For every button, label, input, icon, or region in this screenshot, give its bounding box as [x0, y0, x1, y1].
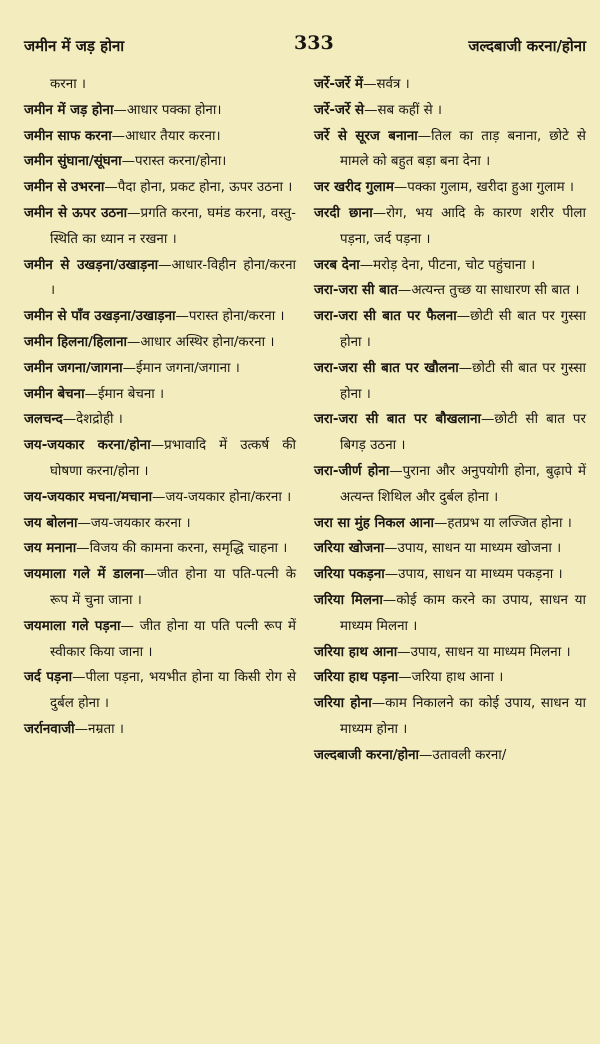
entry-definition: —छोटी सी बात पर गुस्सा होना । [340, 309, 586, 350]
entry-definition: —देशद्रोही । [62, 412, 123, 428]
entry-definition: — जीत होना या पति पत्नी रूप में स्वीकार किया जाना । [50, 618, 296, 660]
entry-headword: जमीन से उखड़ना/उखाड़ना [24, 257, 159, 273]
dictionary-entry [24, 536, 296, 562]
dictionary-entry [24, 201, 296, 253]
entry-definition: —मरोड़ देना, पीटना, चोट पहुंचाना । [359, 257, 536, 273]
dictionary-entry [24, 98, 296, 124]
entry-headword: जमीन जगना/जागना [24, 360, 123, 376]
entry-headword: जमीन से ऊपर उठना [24, 205, 128, 221]
header-first-entry: जमीन में जड़ होना [24, 37, 125, 55]
entry-headword: जरा सा मुंह निकल आना [314, 515, 435, 531]
entry-headword: जरदी छाना [314, 205, 373, 221]
entry-headword: जमीन हिलना/हिलाना [24, 334, 127, 350]
entry-headword: जरा-जरा सी बात [314, 283, 398, 299]
entry-headword: जरा-जरा सी बात पर फैलना [314, 309, 457, 325]
dictionary-entry [314, 459, 586, 511]
entry-headword: जरिया हाथ पड़ना [314, 670, 399, 686]
entry-headword: जय मनाना [24, 541, 77, 557]
entry-definition: —रोग, भय आदि के कारण शरीर पीला पड़ना, जर्द पड़ना । [340, 205, 586, 247]
entry-definition: —पीला पड़ना, भयभीत होना या किसी रोग से दुर्बल होना । [50, 670, 296, 712]
entry-headword: जर्रानवाजी [24, 721, 75, 737]
dictionary-entry [24, 485, 296, 511]
entry-definition: —अत्यन्त तुच्छ या साधारण सी बात । [397, 283, 580, 299]
entry-definition: —तिल का ताड़ बनाना, छोटे से मामले को बहुत बड़ा बना देना । [340, 128, 586, 170]
page-header [24, 34, 586, 62]
left-column [24, 72, 296, 743]
entry-headword: जमीन में जड़ होना [24, 102, 114, 118]
dictionary-entry [314, 743, 586, 769]
dictionary-entry [24, 175, 296, 201]
dictionary-entry [24, 665, 296, 717]
entry-definition: —छोटी सी बात पर बिगड़ उठना । [340, 412, 586, 454]
entry-headword: जय-जयकार मचना/मचाना [24, 489, 153, 505]
entry-definition: —सब कहीं से । [364, 102, 442, 118]
entry-definition: —आधार पक्का होना। [113, 102, 222, 118]
dictionary-entry [24, 124, 296, 150]
entry-definition: —जय-जयकार होना/करना । [152, 489, 292, 505]
entry-headword: जरा-जरा सी बात पर बौखलाना [314, 412, 482, 428]
dictionary-entry [314, 98, 586, 124]
dictionary-entry [314, 72, 586, 98]
page-number: 333 [294, 32, 334, 54]
entry-definition: —उतावली करना/ [419, 747, 507, 763]
dictionary-entry [314, 253, 586, 279]
dictionary-entry [314, 640, 586, 666]
entry-headword: जर खरीद गुलाम [314, 180, 394, 196]
entry-headword: जमीन साफ करना [24, 128, 112, 144]
entry-headword: जरिया पकड़ना [314, 567, 385, 583]
dictionary-entry [24, 407, 296, 433]
entry-headword: जय बोलना [24, 515, 78, 531]
entry-headword: जरब देना [314, 257, 360, 273]
entry-definition: —आधार-विहीन होना/करना । [50, 257, 297, 299]
dictionary-entry [24, 330, 296, 356]
entry-definition: —छोटी सी बात पर गुस्सा होना । [340, 360, 586, 402]
entry-definition: —आधार अस्थिर होना/करना । [126, 334, 275, 350]
dictionary-entry [24, 433, 296, 485]
dictionary-entry [24, 253, 296, 305]
entry-headword: जर्रे से सूरज बनाना [314, 128, 418, 144]
entry-definition: —पक्का गुलाम, खरीदा हुआ गुलाम । [393, 180, 574, 196]
entry-headword: जर्द पड़ना [24, 670, 73, 686]
entry-headword: जल्दबाजी करना/होना [314, 747, 420, 763]
entry-headword: जर्रे-जर्रे से [314, 102, 365, 118]
dictionary-entry [314, 511, 586, 537]
entry-headword: जमीन से पाँव उखड़ना/उखाड़ना [24, 309, 176, 325]
dictionary-entry [314, 665, 586, 691]
dictionary-entry [314, 691, 586, 743]
entry-definition: —जय-जयकार करना । [77, 515, 191, 531]
dictionary-entry [314, 304, 586, 356]
entry-definition: —आधार तैयार करना। [111, 128, 221, 144]
entry-headword: जयमाला गले में डालना [24, 567, 144, 583]
entry-definition: —उपाय, साधन या माध्यम खोजना । [384, 541, 562, 557]
entry-headword: जमीन बेचना [24, 386, 85, 402]
entry-headword: जरा-जीर्ण होना [314, 463, 390, 479]
dictionary-entry [24, 304, 296, 330]
entry-definition: —नम्रता । [74, 721, 124, 737]
entry-definition: —प्रभावादि में उत्कर्ष की घोषणा करना/होना । [50, 438, 296, 479]
entry-definition: —उपाय, साधन या माध्यम पकड़ना । [384, 567, 563, 583]
entry-headword: जरिया मिलना [314, 592, 383, 608]
dictionary-entry [24, 717, 296, 743]
entry-definition: —परास्त करना/होना। [121, 154, 227, 170]
entry-definition: —पैदा होना, प्रकट होना, ऊपर उठना । [104, 180, 293, 196]
entry-definition: —ईमान जगना/जगाना । [122, 360, 240, 376]
dictionary-entry [24, 562, 296, 614]
entry-headword: जरा-जरा सी बात पर खौलना [314, 360, 459, 376]
dictionary-entry [24, 149, 296, 175]
dictionary-entry [314, 562, 586, 588]
entry-headword: जरिया हाथ आना [314, 644, 398, 660]
entry-definition: —काम निकालने का कोई उपाय, साधन या माध्यम होना । [340, 696, 586, 737]
entry-definition: —परास्त होना/करना । [175, 309, 285, 325]
entry-definition: —पुराना और अनुपयोगी होना, बुढ़ापे में अत्यन्त शिथिल और दुर्बल होना । [340, 463, 586, 505]
entry-headword: जयमाला गले पड़ना [24, 618, 121, 634]
dictionary-entry [314, 278, 586, 304]
entry-definition: —विजय की कामना करना, समृद्धि चाहना । [76, 541, 288, 557]
entry-headword: जमीन सुंघाना/सूंघना [24, 154, 122, 170]
right-column [314, 72, 586, 769]
entry-definition: —कोई काम करने का उपाय, साधन या माध्यम मिलना । [340, 592, 586, 634]
entry-definition: —सर्वत्र । [363, 77, 410, 92]
entry-definition: —उपाय, साधन या माध्यम मिलना । [397, 644, 571, 660]
dictionary-entry [314, 407, 586, 459]
dictionary-entry [24, 382, 296, 408]
dictionary-entry [314, 201, 586, 253]
header-last-entry: जल्दबाजी करना/होना [468, 37, 586, 55]
dictionary-entry [314, 356, 586, 408]
entry-headword: जमीन से उभरना [24, 180, 105, 196]
dictionary-entry [314, 175, 586, 201]
entry-definition: —प्रगति करना, घमंड करना, वस्तु-स्थिति का ध्यान न रखना । [50, 205, 296, 247]
dictionary-entry [314, 536, 586, 562]
continuation-text: करना । [50, 77, 86, 92]
entry-definition: —जीत होना या पति-पत्नी के रूप में चुना जाना । [50, 567, 297, 608]
dictionary-entry [24, 511, 296, 537]
dictionary-entry [24, 614, 296, 666]
entry-headword: जरिया खोजना [314, 541, 385, 557]
dictionary-entry [314, 124, 586, 176]
entry-headword: जय-जयकार करना/होना [24, 438, 151, 454]
dictionary-entry [314, 588, 586, 640]
dictionary-entry [24, 356, 296, 382]
entry-headword: जलचन्द [24, 412, 63, 428]
entry-definition: —जरिया हाथ आना । [398, 670, 504, 686]
entry-definition: —ईमान बेचना । [84, 386, 165, 402]
entry-headword: जर्रे-जर्रे में [314, 77, 364, 92]
entry-definition: —हतप्रभ या लज्जित होना । [434, 515, 572, 531]
entry-headword: जरिया होना [314, 696, 372, 712]
